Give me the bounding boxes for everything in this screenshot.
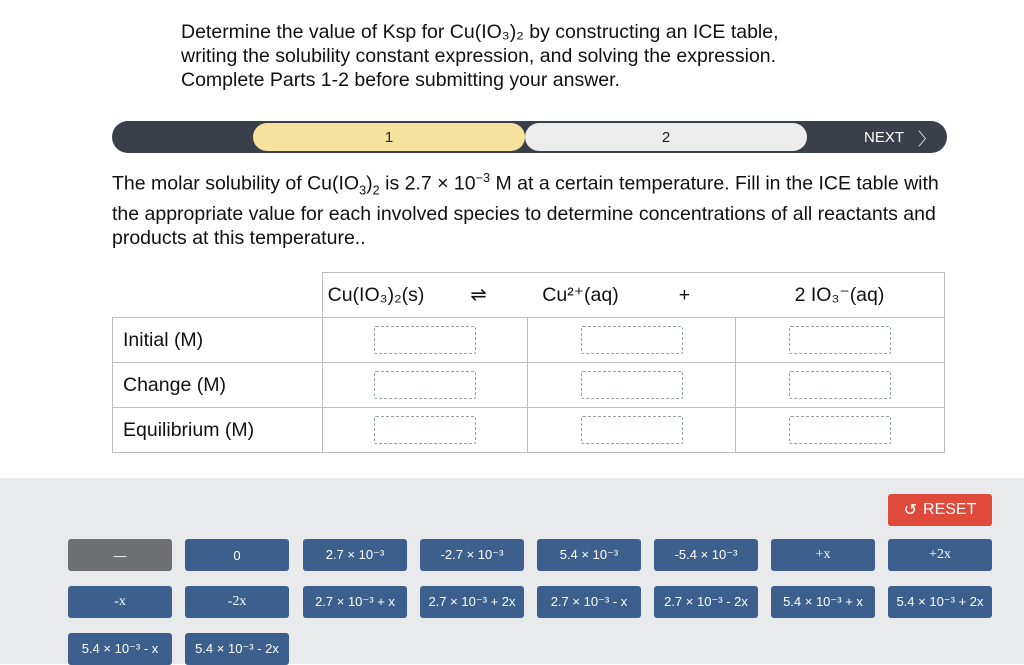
- answer-tile[interactable]: 5.4 × 10⁻³: [537, 539, 641, 571]
- answer-tile[interactable]: -x: [68, 586, 172, 618]
- answer-tile[interactable]: +2x: [888, 539, 992, 571]
- part-1-prompt: The molar solubility of $Cu(IO_3)_2$ is $2.7 \times 10^{-3}$ M at a certain temperature. Fill in the ICE table with the appropriate value for each involved species to determine concentrations of all reactants and products at this temperature..: [112, 171, 939, 250]
- answer-tile[interactable]: -5.4 × 10⁻³: [654, 539, 758, 571]
- answer-tile[interactable]: 5.4 × 10⁻³ - x: [68, 633, 172, 665]
- row-label-equilibrium: Equilibrium (M): [113, 408, 323, 453]
- step-2-tab[interactable]: 2: [525, 123, 807, 151]
- change-reactant-dropzone[interactable]: [374, 371, 476, 399]
- reactant-header: Cu(IO₃)₂(s): [322, 273, 430, 318]
- answer-tile[interactable]: 0: [185, 539, 289, 571]
- initial-reactant-dropzone[interactable]: [374, 326, 476, 354]
- next-button-label: NEXT: [863, 128, 904, 146]
- question-line-3: Complete Parts 1-2 before submitting your answer.: [181, 69, 620, 91]
- step-progress-bar: [112, 121, 947, 153]
- question-line-2: writing the solubility constant expression, and solving the expression.: [181, 45, 777, 67]
- answer-tile[interactable]: 2.7 × 10⁻³ + x: [303, 586, 407, 618]
- answer-tile[interactable]: -2x: [185, 586, 289, 618]
- equilibrium-cu-dropzone[interactable]: [581, 416, 683, 444]
- product-2-header: 2 IO₃⁻(aq): [736, 273, 945, 318]
- plus-sign: +: [634, 273, 736, 318]
- reset-button[interactable]: [888, 494, 992, 526]
- answer-tile[interactable]: 5.4 × 10⁻³ - 2x: [185, 633, 289, 665]
- answer-tile[interactable]: 2.7 × 10⁻³ - 2x: [654, 586, 758, 618]
- ice-table: [112, 272, 945, 453]
- equilibrium-io3-dropzone[interactable]: [789, 416, 891, 444]
- reset-button-label: RESET: [923, 501, 977, 518]
- question-text: [181, 20, 901, 92]
- change-cu-dropzone[interactable]: [581, 371, 683, 399]
- answer-tile[interactable]: —: [68, 539, 172, 571]
- answer-tile[interactable]: -2.7 × 10⁻³: [420, 539, 524, 571]
- row-label-change: Change (M): [113, 363, 323, 408]
- equilibrium-arrow: ⇌: [430, 273, 528, 318]
- answer-tile[interactable]: 2.7 × 10⁻³ + 2x: [420, 586, 524, 618]
- answer-tile[interactable]: +x: [771, 539, 875, 571]
- answer-tile[interactable]: 2.7 × 10⁻³: [303, 539, 407, 571]
- change-io3-dropzone[interactable]: [789, 371, 891, 399]
- chevron-right-icon: 〉: [918, 129, 935, 149]
- step-1-tab[interactable]: 1: [253, 123, 525, 151]
- answer-tile[interactable]: 5.4 × 10⁻³ + 2x: [888, 586, 992, 618]
- equilibrium-reactant-dropzone[interactable]: [374, 416, 476, 444]
- next-button[interactable]: [864, 123, 935, 151]
- initial-io3-dropzone[interactable]: [789, 326, 891, 354]
- undo-icon: ↺: [903, 502, 918, 519]
- answer-tile[interactable]: 2.7 × 10⁻³ - x: [537, 586, 641, 618]
- product-1-header: Cu²⁺(aq): [528, 273, 634, 318]
- answer-tile[interactable]: 5.4 × 10⁻³ + x: [771, 586, 875, 618]
- row-label-initial: Initial (M): [113, 318, 323, 363]
- initial-cu-dropzone[interactable]: [581, 326, 683, 354]
- question-line-1: Determine the value of Ksp for Cu(IO₃)₂ by constructing an ICE table,: [181, 21, 779, 43]
